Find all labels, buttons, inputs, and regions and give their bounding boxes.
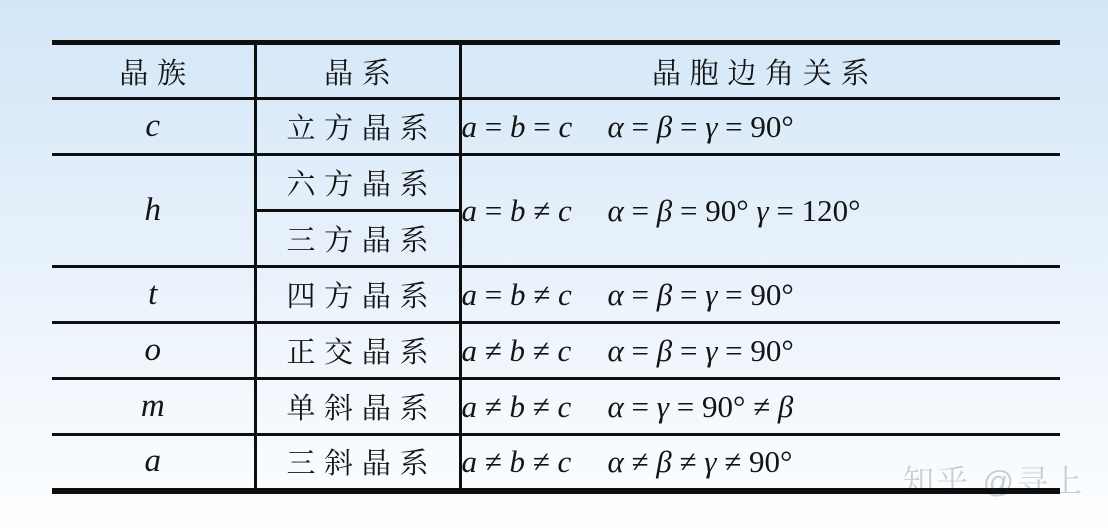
family-letter: o [52, 323, 255, 379]
system-name: 三方晶系 [255, 211, 460, 267]
system-name: 六方晶系 [255, 155, 460, 211]
family-letter: m [52, 379, 255, 435]
angle-relation: α ≠ β ≠ γ ≠ 90° [607, 443, 793, 479]
relation-cell [460, 379, 1060, 435]
system-name: 四方晶系 [255, 267, 460, 323]
relation-cell [460, 99, 1060, 155]
table-row-hexagonal [52, 155, 1060, 211]
table-row-tetragonal [52, 267, 1060, 323]
angle-relation: α = β = γ = 90° [607, 108, 794, 144]
relation-cell [460, 267, 1060, 323]
angle-relation: α = β = γ = 90° [607, 332, 794, 368]
crystal-systems-table [52, 40, 1060, 494]
table-row-triclinic [52, 435, 1060, 491]
edge-relation: a ≠ b ≠ c [461, 388, 572, 424]
family-letter: h [52, 155, 255, 267]
family-letter: a [144, 443, 161, 480]
table-row-monoclinic [52, 379, 1060, 435]
zhihu-watermark: 知乎 @寻上 [903, 464, 1086, 499]
family-letter: c [52, 99, 255, 155]
system-name: 三斜晶系 [255, 435, 460, 491]
edge-relation: a ≠ b ≠ c [461, 332, 572, 368]
relation-cell [460, 323, 1060, 379]
edge-relation: a ≠ b ≠ c [461, 443, 572, 479]
header-crystal-family: 晶族 [52, 43, 255, 99]
table-row-cubic [52, 99, 1060, 155]
edge-relation: a = b = c [461, 108, 573, 144]
header-cell-relation: 晶胞边角关系 [460, 43, 1060, 99]
system-name: 正交晶系 [255, 323, 460, 379]
system-name: 立方晶系 [255, 99, 460, 155]
table-row-orthorhombic [52, 323, 1060, 379]
table-header-row [52, 43, 1060, 99]
edge-relation: a = b ≠ c [461, 276, 572, 312]
relation-cell [460, 155, 1060, 267]
edge-relation: a = b ≠ c [461, 192, 572, 228]
header-crystal-system: 晶系 [255, 43, 460, 99]
system-name: 单斜晶系 [255, 379, 460, 435]
angle-relation: α = β = γ = 90° [607, 276, 794, 312]
family-letter: t [52, 267, 255, 323]
angle-relation: α = β = 90° γ = 120° [607, 192, 861, 228]
relation-cell [460, 435, 1060, 491]
angle-relation: α = γ = 90° ≠ β [607, 388, 794, 424]
